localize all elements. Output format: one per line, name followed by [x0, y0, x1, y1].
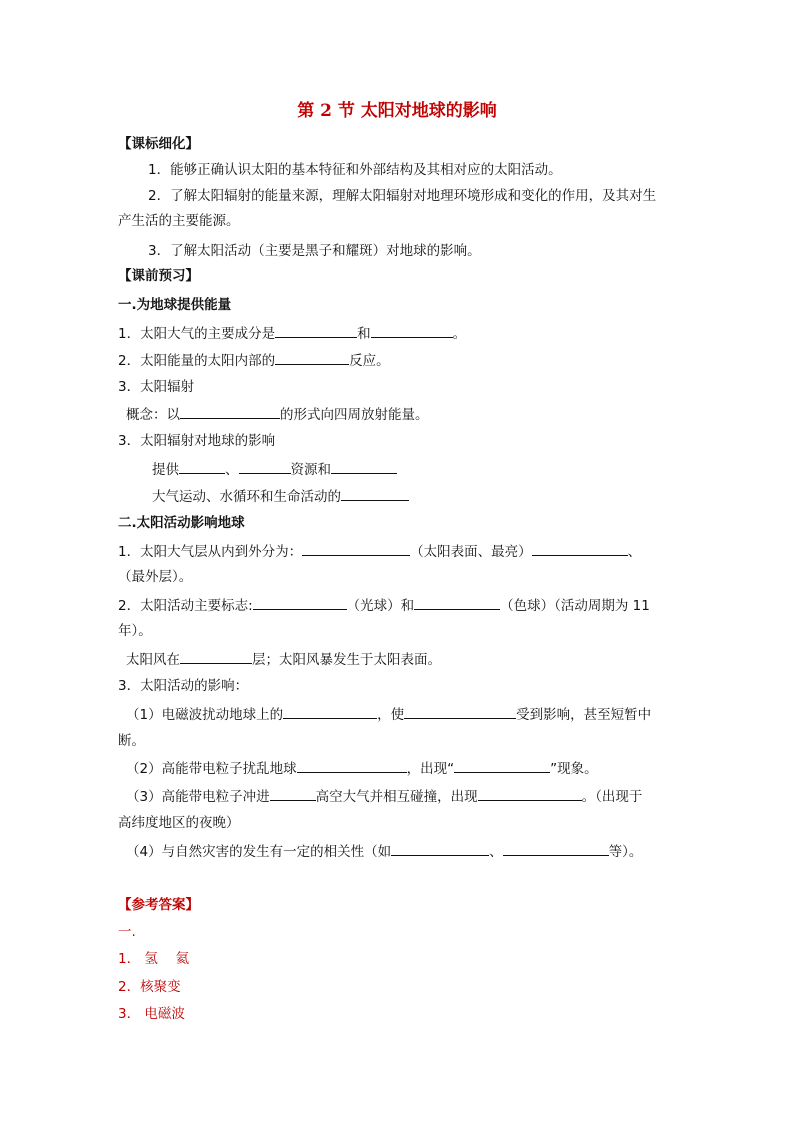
- blank[interactable]: [341, 486, 409, 501]
- standard-item-2: 2．了解太阳辐射的能量来源，理解太阳辐射对地理环境形成和变化的作用，及其对生: [148, 188, 657, 204]
- blank[interactable]: [180, 404, 280, 419]
- s2-question-2: 2．太阳活动主要标志: （光球）和 （色球）（活动周期为 11: [118, 595, 650, 616]
- blank[interactable]: [302, 541, 410, 556]
- preview-heading: 【课前预习】: [118, 268, 199, 284]
- standard-item-1: 1．能够正确认识太阳的基本特征和外部结构及其相对应的太阳活动。: [148, 162, 562, 178]
- answer-1: 1． 氢 氦: [118, 951, 190, 967]
- blank[interactable]: [239, 459, 291, 474]
- s1-question-2: 2．太阳能量的太阳内部的 反应。: [118, 350, 390, 371]
- s2-question-1: 1．太阳大气层从内到外分为： （太阳表面、最亮） 、: [118, 541, 641, 562]
- effect-4: （4）与自然灾害的发生有一定的相关性（如 、 等）。: [126, 841, 642, 862]
- blank[interactable]: [275, 323, 357, 338]
- blank[interactable]: [532, 541, 628, 556]
- blank[interactable]: [253, 595, 347, 610]
- s2-question-3: 3．太阳活动的影响：: [118, 678, 249, 694]
- answers-section-1: 一.: [118, 924, 136, 940]
- blank[interactable]: [454, 758, 550, 773]
- s1-question-3: 3．太阳辐射: [118, 379, 195, 395]
- answer-2: 2．核聚变: [118, 979, 181, 995]
- blank[interactable]: [179, 459, 225, 474]
- blank[interactable]: [331, 459, 397, 474]
- s2-question-1-cont: （最外层）。: [118, 569, 193, 585]
- blank[interactable]: [270, 786, 316, 801]
- effect-3: （3）高能带电粒子冲进 高空大气并相互碰撞，出现 。（出现于: [126, 786, 642, 807]
- answer-3: 3． 电磁波: [118, 1006, 185, 1022]
- blank[interactable]: [297, 758, 407, 773]
- s1-question-4-line-1: 提供 、 资源和: [152, 459, 397, 480]
- blank[interactable]: [391, 841, 489, 856]
- blank[interactable]: [180, 649, 252, 664]
- s1-question-4-line-2: 大气运动、水循环和生命活动的: [152, 486, 409, 507]
- blank[interactable]: [503, 841, 609, 856]
- s1-question-3-concept: 概念：以 的形式向四周放射能量。: [126, 404, 429, 425]
- effect-3-cont: 高纬度地区的夜晚）: [118, 815, 240, 831]
- s1-question-4: 3．太阳辐射对地球的影响: [118, 433, 276, 449]
- standard-item-2-cont: 产生活的主要能源。: [118, 213, 240, 229]
- section2-heading: 二.太阳活动影响地球: [118, 515, 245, 531]
- blank[interactable]: [404, 704, 516, 719]
- s1-question-1: 1．太阳大气的主要成分是 和 。: [118, 323, 466, 344]
- effect-1: （1）电磁波扰动地球上的 ，使 受到影响，甚至短暂中: [126, 704, 651, 725]
- standard-heading: 【课标细化】: [118, 136, 199, 152]
- effect-1-cont: 断。: [118, 733, 145, 749]
- blank[interactable]: [371, 323, 453, 338]
- section1-heading: 一.为地球提供能量: [118, 297, 232, 313]
- blank[interactable]: [478, 786, 582, 801]
- s2-question-2-cont: 年）。: [118, 623, 152, 639]
- blank[interactable]: [275, 350, 349, 365]
- blank[interactable]: [283, 704, 377, 719]
- blank[interactable]: [414, 595, 500, 610]
- answers-heading: 【参考答案】: [118, 897, 199, 913]
- standard-item-3: 3．了解太阳活动（主要是黑子和耀斑）对地球的影响。: [148, 243, 481, 259]
- effect-2: （2）高能带电粒子扰乱地球 ，出现“ ”现象。: [126, 758, 598, 779]
- page-title: 第 2 节 太阳对地球的影响: [297, 101, 497, 121]
- s2-question-2-wind: 太阳风在 层；太阳风暴发生于太阳表面。: [126, 649, 441, 670]
